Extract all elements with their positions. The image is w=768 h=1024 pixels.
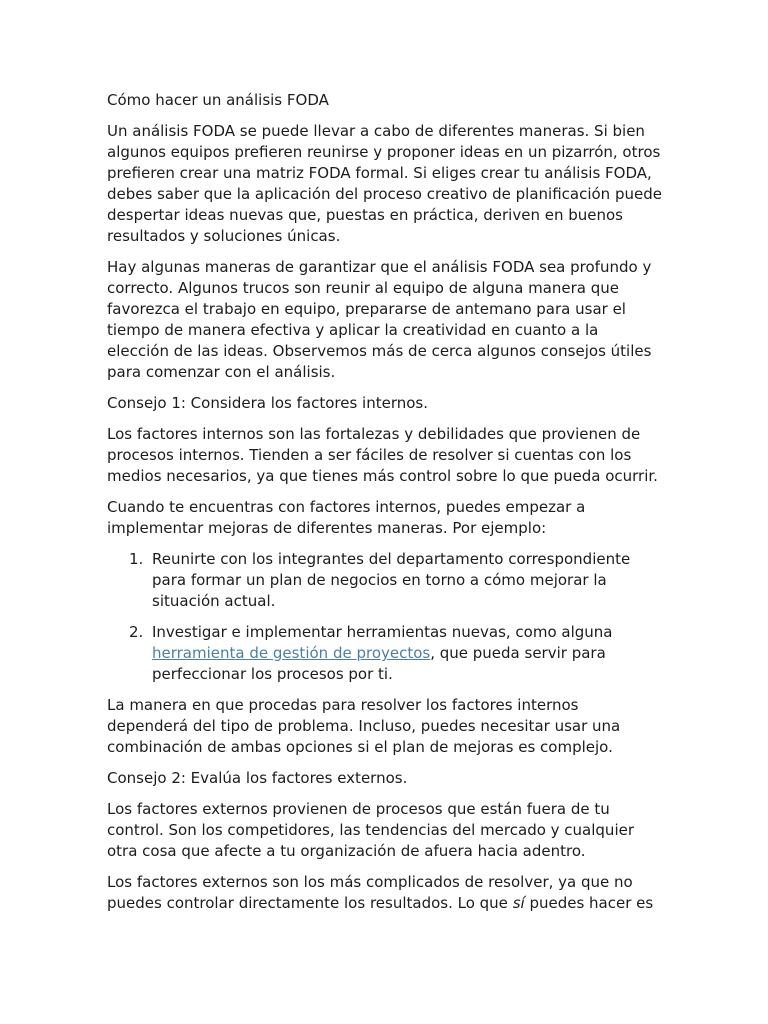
list-item-number: 1. [129,550,144,568]
text-before-emphasis: Los factores externos son los más complicados de resolver, ya que no puedes controlar directamente los resultados. Lo que [107,873,633,912]
list-item [129,622,663,685]
list-item-text-before-link: Investigar e implementar herramientas nuevas, como alguna [152,623,613,641]
paragraph-internal-resolution: La manera en que procedas para resolver los factores internos dependerá del tipo de problema. Incluso, puedes necesitar usar una combinación de ambas opciones si el plan de mejoras es complejo. [107,696,621,756]
list-item-text-after-link: , que pueda servir para perfeccionar los procesos por ti. [152,644,606,683]
list-item-text: Reunirte con los integrantes del departamento correspondiente para formar un plan de negocios en torno a cómo mejorar la situación actual. [152,550,631,610]
paragraph-intro: Un análisis FODA se puede llevar a cabo de diferentes maneras. Si bien algunos equipos prefieren reunirse y proponer ideas en un pizarrón, otros prefieren crear una matriz FODA formal. Si eliges crear tu análisis FODA, debes saber que la aplicación del proceso creativo de planificación puede despertar ideas nuevas que, puestas en práctica, deriven en buenos resultados y soluciones únicas. [107,122,662,245]
list-item-number: 2. [129,623,144,641]
text-after-emphasis: puedes hacer es [524,894,654,912]
document-title: Cómo hacer un análisis FODA [107,91,329,109]
paragraph-tips-intro: Hay algunas maneras de garantizar que el análisis FODA sea profundo y correcto. Algunos trucos son reunir al equipo de alguna manera que favorezca el trabajo en equipo, prepararse de antemano para usar el tiempo de manera efectiva y aplicar la creatividad en cuanto a la elección de las ideas. Observemos más de cerca algunos consejos útiles para comenzar con el análisis. [107,258,652,381]
tip1-heading: Consejo 1: Considera los factores internos. [107,394,429,412]
paragraph-internal-improvements: Cuando te encuentras con factores internos, puedes empezar a implementar mejoras de diferentes maneras. Por ejemplo: [107,498,586,537]
document-page [107,90,663,924]
list-item [129,549,663,612]
emphasized-word: sí [512,894,525,912]
improvement-list [107,549,663,685]
project-management-tool-link[interactable]: herramienta de gestión de proyectos [152,644,431,662]
paragraph-internal-factors: Los factores internos son las fortalezas y debilidades que provienen de procesos internos. Tienden a ser fáciles de resolver si cuentas con los medios necesarios, ya que tienes más control sobre lo que pueda ocurrir. [107,425,658,485]
paragraph-external-factors: Los factores externos provienen de procesos que están fuera de tu control. Son los competidores, las tendencias del mercado y cualquier otra cosa que afecte a tu organización de afuera hacia adentro. [107,800,635,860]
paragraph-external-resolution [107,872,663,914]
tip2-heading: Consejo 2: Evalúa los factores externos. [107,769,408,787]
